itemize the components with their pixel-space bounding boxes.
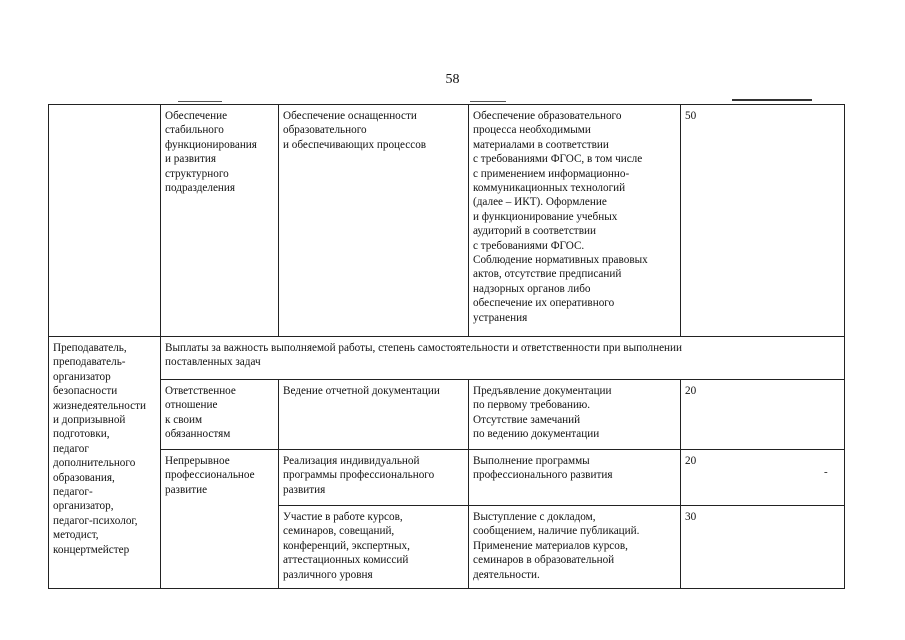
- indicator-cell: Обеспечение оснащенности образовательного и обеспечивающих процессов: [279, 105, 469, 337]
- criteria-table: [48, 104, 845, 589]
- indicator-cell: Участие в работе курсов, семинаров, совещаний, конференций, экспертных, аттестационных комиссий различного уровня: [279, 506, 469, 589]
- condition-cell: Обеспечение образовательного процесса необходимыми материалами в соответствии с требованиями ФГОС, в том числе с применением информационно- коммуникационных технологий (далее – ИКТ). Оформление и функционирование учебных аудиторий в соответствии с требованиями ФГОС. Соблюдение нормативных правовых актов, отсутствие предписаний надзорных органов либо обеспечение их оперативного устранения: [469, 105, 681, 337]
- table-row: [49, 450, 845, 506]
- indicator-cell: Реализация индивидуальной программы профессионального развития: [279, 450, 469, 506]
- page-number: 58: [445, 72, 460, 87]
- margin-dash-mark: -: [824, 466, 828, 478]
- scan-mark-right: [732, 99, 812, 101]
- section-header-cell: Выплаты за важность выполняемой работы, степень самостоятельности и ответственности при выполнении поставленных задач: [161, 337, 845, 380]
- table-row: [49, 105, 845, 337]
- positions-cell-empty: [49, 105, 161, 337]
- score-cell: 20: [681, 380, 845, 450]
- scan-mark-center: [470, 101, 506, 102]
- score-cell: 50: [681, 105, 845, 337]
- score-cell: 20: [681, 450, 845, 506]
- score-cell: 30: [681, 506, 845, 589]
- positions-cell: Преподаватель, преподаватель- организатор безопасности жизнедеятельности и допризывной подготовки, педагог дополнительного образования, педагог- организатор, педагог-психолог, методист, концертмейстер: [49, 337, 161, 589]
- criterion-cell: Обеспечение стабильного функционирования и развития структурного подразделения: [161, 105, 279, 337]
- condition-cell: Выполнение программы профессионального развития: [469, 450, 681, 506]
- scan-mark-left: [178, 101, 222, 102]
- table-row: [49, 380, 845, 450]
- condition-cell: Выступление с докладом, сообщением, наличие публикаций. Применение материалов курсов, семинаров в образовательной деятельности.: [469, 506, 681, 589]
- section-header-row: [49, 337, 845, 380]
- criterion-cell: Ответственное отношение к своим обязанностям: [161, 380, 279, 450]
- criterion-cell: Непрерывное профессиональное развитие: [161, 450, 279, 589]
- condition-cell: Предъявление документации по первому требованию. Отсутствие замечаний по ведению документации: [469, 380, 681, 450]
- indicator-cell: Ведение отчетной документации: [279, 380, 469, 450]
